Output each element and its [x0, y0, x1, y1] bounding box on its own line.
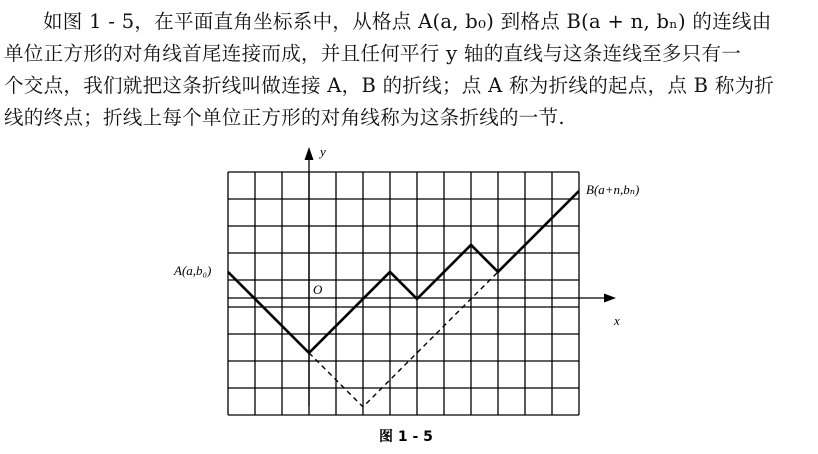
x-axis-label: x — [614, 313, 620, 328]
figure-caption: 图 1 - 5 — [379, 429, 433, 445]
x-axis-arrow-icon — [604, 294, 616, 303]
y-axis-arrow-icon — [305, 147, 314, 160]
point-a-label: A(a,b₀) — [174, 263, 212, 278]
point-b-label: B(a+n,bₙ) — [586, 182, 640, 197]
solid-polyline — [228, 191, 579, 353]
paragraph-line-4: 线的终点；折线上每个单位正方形的对角线称为这条折线的一节. — [4, 106, 565, 129]
paragraph-line-2: 单位正方形的对角线首尾连接而成，并且任何平行 y 轴的直线与这条连线至多只有一 — [4, 42, 742, 65]
origin-label: O — [313, 282, 323, 297]
grid — [228, 172, 579, 415]
paragraph-line-1: 如图 1 - 5，在平面直角坐标系中，从格点 A(a, b₀) 到格点 B(a + n, bₙ) 的连线由 — [43, 10, 772, 33]
paragraph-line-3: 个交点，我们就把这条折线叫做连接 A，B 的折线；点 A 称为折线的起点，点 B 称为折 — [4, 74, 775, 97]
y-axis-label: y — [320, 144, 326, 159]
dashed-polyline — [309, 272, 498, 407]
y-axis — [305, 147, 314, 406]
